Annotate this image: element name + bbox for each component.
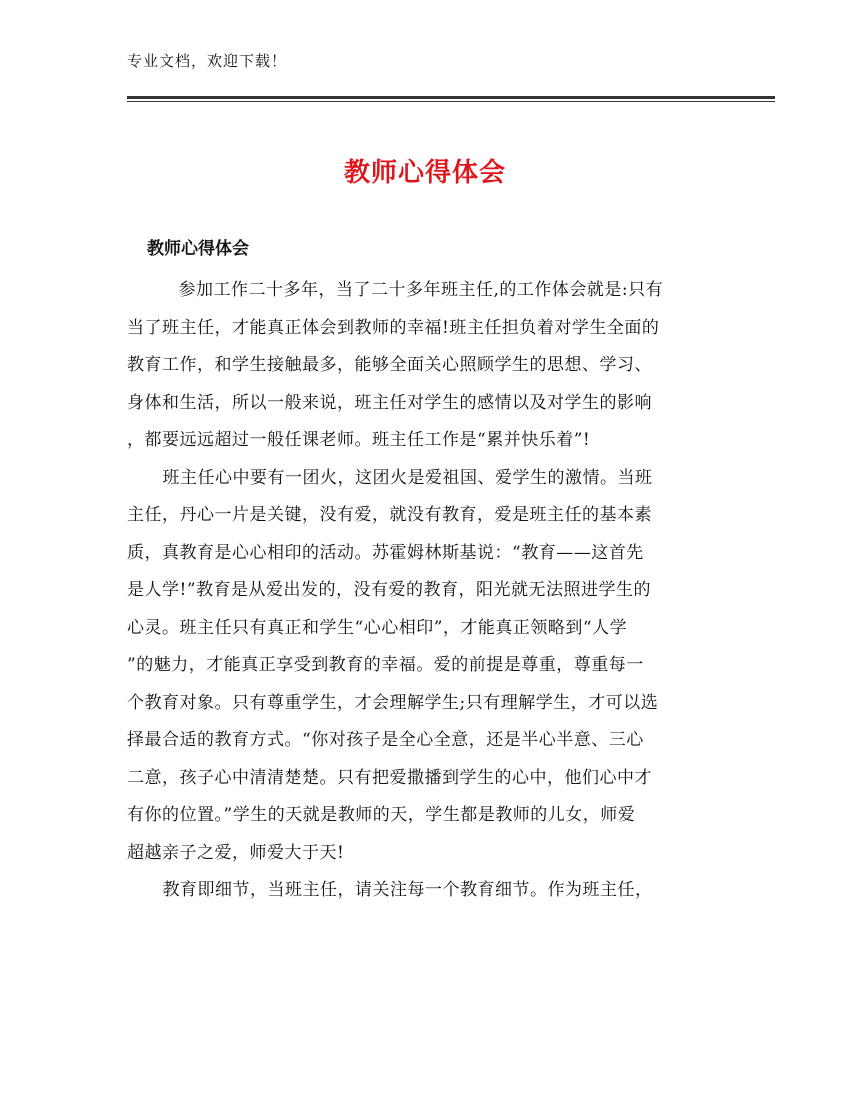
text-line: ”的魅力，才能真正享受到教育的幸福。爱的前提是尊重，尊重每一 bbox=[127, 655, 644, 675]
section-heading: 教师心得体会 bbox=[147, 239, 249, 259]
text-line: 择最合适的教育方式。“你对孩子是全心全意，还是半心半意、三心 bbox=[127, 730, 644, 750]
text-line: 教育即细节，当班主任，请关注每一个教育细节。作为班主任， bbox=[145, 880, 653, 900]
text-line: 有你的位置。”学生的天就是教师的天，学生都是教师的儿女，师爱 bbox=[127, 805, 636, 825]
text-line: 班主任心中要有一团火，这团火是爱祖国、爱学生的激情。当班 bbox=[145, 467, 653, 488]
document-title: 教师心得体会 bbox=[343, 158, 506, 188]
text-line: 主任，丹心一片是关键，没有爱，就没有教育，爱是班主任的基本素 bbox=[127, 505, 652, 525]
header-divider-thin bbox=[127, 101, 775, 102]
text-line: 二意，孩子心中清清楚楚。只有把爱撒播到学生的心中，他们心中才 bbox=[127, 767, 652, 788]
text-line: 身体和生活，所以一般来说，班主任对学生的感情以及对学生的影响 bbox=[127, 392, 652, 413]
text-line: 心灵。班主任只有真正和学生“心心相印”，才能真正领略到“人学 bbox=[127, 617, 628, 638]
text-line: 当了班主任，才能真正体会到教师的幸福!班主任担负着对学生全面的 bbox=[127, 317, 660, 338]
header-divider bbox=[127, 96, 775, 99]
text-line: 是人学!”教育是从爱出发的，没有爱的教育，阳光就无法照进学生的 bbox=[127, 580, 652, 600]
text-line: 个教育对象。只有尊重学生，才会理解学生;只有理解学生，才可以选 bbox=[127, 692, 659, 713]
text-line: 超越亲子之爱，师爱大于天! bbox=[127, 842, 345, 863]
body-text bbox=[127, 272, 727, 910]
text-line: 参加工作二十多年，当了二十多年班主任,的工作体会就是:只有 bbox=[161, 280, 664, 300]
text-line: ，都要远远超过一般任课老师。班主任工作是“累并快乐着”! bbox=[127, 430, 591, 450]
page-header-text: 专业文档，欢迎下载！ bbox=[127, 52, 288, 70]
text-line: 质，真教育是心心相印的活动。苏霍姆林斯基说：“教育——这首先 bbox=[127, 542, 644, 563]
text-line: 教育工作，和学生接触最多，能够全面关心照顾学生的思想、学习、 bbox=[127, 355, 652, 375]
